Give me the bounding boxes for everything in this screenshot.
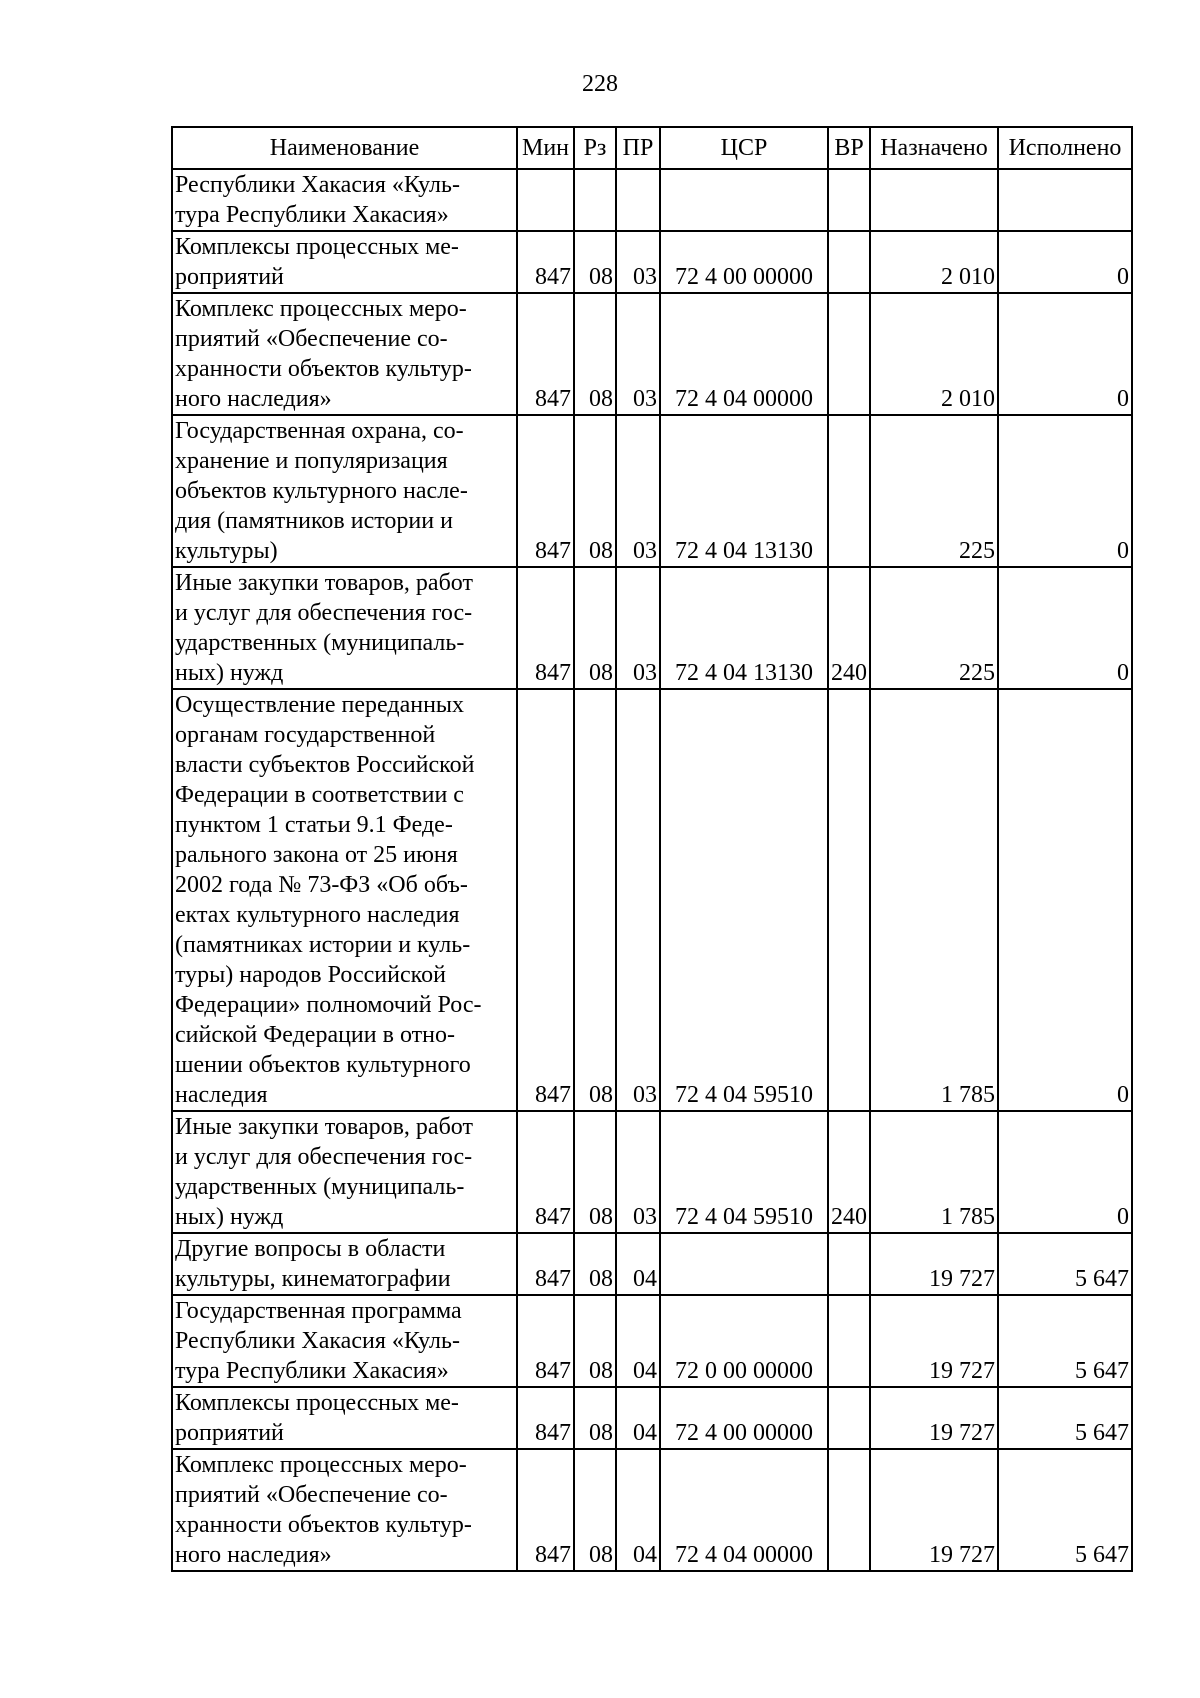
row-csr-cell: 72 4 04 59510 [660, 1111, 828, 1233]
table-row [172, 231, 1132, 293]
row-name-cell [172, 293, 517, 415]
row-pr-cell: 04 [616, 1295, 660, 1387]
row-name-line: ектах культурного наследия [175, 902, 460, 928]
row-name-line: Государственная охрана, со- [175, 418, 464, 444]
row-vr-cell: 240 [828, 567, 870, 689]
row-csr-cell: 72 4 04 00000 [660, 1449, 828, 1571]
row-name-line: власти субъектов Российской [175, 752, 475, 778]
row-rz-cell: 08 [574, 415, 616, 567]
table-row [172, 1111, 1132, 1233]
row-vr-cell [828, 293, 870, 415]
row-assigned-cell: 19 727 [870, 1295, 998, 1387]
row-name-line: Осуществление переданных [175, 692, 465, 718]
row-min-cell [517, 169, 574, 231]
row-assigned-cell: 225 [870, 415, 998, 567]
row-name-line: органам государственной [175, 722, 436, 748]
table-row [172, 1387, 1132, 1449]
row-name-line: роприятий [175, 264, 284, 290]
row-rz-cell: 08 [574, 1295, 616, 1387]
budget-table [171, 126, 1133, 1572]
row-min-cell: 847 [517, 1295, 574, 1387]
header-executed: Исполнено [998, 127, 1132, 169]
row-assigned-cell: 2 010 [870, 231, 998, 293]
row-name-line: и услуг для обеспечения гос- [175, 600, 473, 626]
row-rz-cell: 08 [574, 231, 616, 293]
row-name-line: дия (памятников истории и [175, 508, 453, 534]
row-name-cell [172, 1449, 517, 1571]
row-name-line: ного наследия» [175, 386, 332, 412]
row-name-line: хранности объектов культур- [175, 1512, 472, 1538]
table-row [172, 1449, 1132, 1571]
row-name-line: ударственных (муниципаль- [175, 1174, 465, 1200]
row-name-line: Другие вопросы в области [175, 1236, 446, 1262]
row-min-cell: 847 [517, 1111, 574, 1233]
row-rz-cell: 08 [574, 567, 616, 689]
row-name-line: ных) нужд [175, 660, 284, 686]
row-assigned-cell [870, 169, 998, 231]
row-min-cell: 847 [517, 293, 574, 415]
row-min-cell: 847 [517, 1233, 574, 1295]
row-csr-cell: 72 4 04 13130 [660, 415, 828, 567]
row-assigned-cell: 225 [870, 567, 998, 689]
row-assigned-cell: 1 785 [870, 1111, 998, 1233]
row-name-cell [172, 231, 517, 293]
row-name-cell [172, 1295, 517, 1387]
row-pr-cell: 03 [616, 293, 660, 415]
row-assigned-cell: 2 010 [870, 293, 998, 415]
row-name-cell [172, 169, 517, 231]
row-min-cell: 847 [517, 567, 574, 689]
row-name-line: (памятниках истории и куль- [175, 932, 471, 958]
row-csr-cell [660, 169, 828, 231]
row-name-line: и услуг для обеспечения гос- [175, 1144, 473, 1170]
row-name-line: Иные закупки товаров, работ [175, 570, 473, 596]
row-executed-cell: 0 [998, 231, 1132, 293]
header-csr: ЦСР [660, 127, 828, 169]
row-vr-cell [828, 689, 870, 1111]
row-name-line: Комплексы процессных ме- [175, 1390, 459, 1416]
row-name-line: объектов культурного насле- [175, 478, 468, 504]
row-name-cell [172, 1111, 517, 1233]
row-assigned-cell: 19 727 [870, 1233, 998, 1295]
row-name-line: хранности объектов культур- [175, 356, 472, 382]
row-vr-cell: 240 [828, 1111, 870, 1233]
row-pr-cell: 03 [616, 1111, 660, 1233]
table-row [172, 1233, 1132, 1295]
row-min-cell: 847 [517, 1449, 574, 1571]
row-vr-cell [828, 415, 870, 567]
header-assigned: Назначено [870, 127, 998, 169]
row-rz-cell: 08 [574, 1449, 616, 1571]
row-name-line: хранение и популяризация [175, 448, 448, 474]
row-name-line: Комплекс процессных меро- [175, 1452, 467, 1478]
row-name-cell [172, 567, 517, 689]
row-executed-cell: 5 647 [998, 1449, 1132, 1571]
row-name-line: приятий «Обеспечение со- [175, 1482, 448, 1508]
header-min: Мин [517, 127, 574, 169]
row-pr-cell: 03 [616, 415, 660, 567]
row-vr-cell [828, 1449, 870, 1571]
table-row [172, 567, 1132, 689]
row-rz-cell [574, 169, 616, 231]
row-assigned-cell: 19 727 [870, 1387, 998, 1449]
row-pr-cell: 03 [616, 689, 660, 1111]
row-csr-cell: 72 4 04 59510 [660, 689, 828, 1111]
row-pr-cell: 03 [616, 567, 660, 689]
row-pr-cell: 04 [616, 1387, 660, 1449]
table-row [172, 169, 1132, 231]
row-name-line: туры) народов Российской [175, 962, 446, 988]
row-name-line: ных) нужд [175, 1204, 284, 1230]
row-name-line: роприятий [175, 1420, 284, 1446]
row-pr-cell: 04 [616, 1233, 660, 1295]
table-row [172, 293, 1132, 415]
row-name-line: культуры) [175, 538, 278, 564]
row-pr-cell: 03 [616, 231, 660, 293]
page-number: 228 [582, 71, 618, 97]
row-csr-cell: 72 4 00 00000 [660, 1387, 828, 1449]
row-csr-cell: 72 4 04 00000 [660, 293, 828, 415]
row-csr-cell: 72 4 00 00000 [660, 231, 828, 293]
row-name-cell [172, 1233, 517, 1295]
row-name-line: приятий «Обеспечение со- [175, 326, 448, 352]
row-executed-cell: 0 [998, 415, 1132, 567]
row-executed-cell [998, 169, 1132, 231]
row-csr-cell: 72 0 00 00000 [660, 1295, 828, 1387]
table-header-row [172, 127, 1132, 169]
row-executed-cell: 5 647 [998, 1233, 1132, 1295]
row-name-line: Федерации» полномочий Рос- [175, 992, 482, 1018]
row-name-line: Комплекс процессных меро- [175, 296, 467, 322]
row-assigned-cell: 1 785 [870, 689, 998, 1111]
row-rz-cell: 08 [574, 293, 616, 415]
row-name-line: Комплексы процессных ме- [175, 234, 459, 260]
row-executed-cell: 5 647 [998, 1295, 1132, 1387]
header-name: Наименование [172, 127, 517, 169]
header-vr: ВР [828, 127, 870, 169]
row-name-line: рального закона от 25 июня [175, 842, 458, 868]
row-pr-cell: 04 [616, 1449, 660, 1571]
table-body [172, 169, 1132, 1571]
row-name-line: сийской Федерации в отно- [175, 1022, 455, 1048]
row-rz-cell: 08 [574, 1111, 616, 1233]
row-name-line: Республики Хакасия «Куль- [175, 172, 460, 198]
row-rz-cell: 08 [574, 689, 616, 1111]
row-executed-cell: 0 [998, 689, 1132, 1111]
table-row [172, 415, 1132, 567]
row-name-line: ного наследия» [175, 1542, 332, 1568]
row-csr-cell: 72 4 04 13130 [660, 567, 828, 689]
row-name-line: 2002 года № 73-ФЗ «Об объ- [175, 872, 468, 898]
row-vr-cell [828, 169, 870, 231]
row-name-line: тура Республики Хакасия» [175, 202, 449, 228]
row-name-line: Иные закупки товаров, работ [175, 1114, 473, 1140]
row-assigned-cell: 19 727 [870, 1449, 998, 1571]
table-row [172, 1295, 1132, 1387]
row-min-cell: 847 [517, 689, 574, 1111]
row-rz-cell: 08 [574, 1233, 616, 1295]
row-executed-cell: 0 [998, 567, 1132, 689]
row-name-cell [172, 415, 517, 567]
header-rz: Рз [574, 127, 616, 169]
row-name-line: Республики Хакасия «Куль- [175, 1328, 460, 1354]
row-vr-cell [828, 1387, 870, 1449]
table-row [172, 689, 1132, 1111]
row-min-cell: 847 [517, 415, 574, 567]
row-name-cell [172, 689, 517, 1111]
row-name-line: Федерации в соответствии с [175, 782, 464, 808]
row-name-line: тура Республики Хакасия» [175, 1358, 449, 1384]
row-min-cell: 847 [517, 1387, 574, 1449]
row-vr-cell [828, 231, 870, 293]
row-vr-cell [828, 1233, 870, 1295]
row-name-line: шении объектов культурного [175, 1052, 471, 1078]
row-pr-cell [616, 169, 660, 231]
row-executed-cell: 5 647 [998, 1387, 1132, 1449]
row-name-line: ударственных (муниципаль- [175, 630, 465, 656]
row-name-line: культуры, кинематографии [175, 1266, 451, 1292]
row-name-line: наследия [175, 1082, 268, 1108]
row-executed-cell: 0 [998, 293, 1132, 415]
row-executed-cell: 0 [998, 1111, 1132, 1233]
header-pr: ПР [616, 127, 660, 169]
row-name-line: пунктом 1 статьи 9.1 Феде- [175, 812, 453, 838]
row-vr-cell [828, 1295, 870, 1387]
row-name-cell [172, 1387, 517, 1449]
row-name-line: Государственная программа [175, 1298, 462, 1324]
row-min-cell: 847 [517, 231, 574, 293]
row-csr-cell [660, 1233, 828, 1295]
row-rz-cell: 08 [574, 1387, 616, 1449]
